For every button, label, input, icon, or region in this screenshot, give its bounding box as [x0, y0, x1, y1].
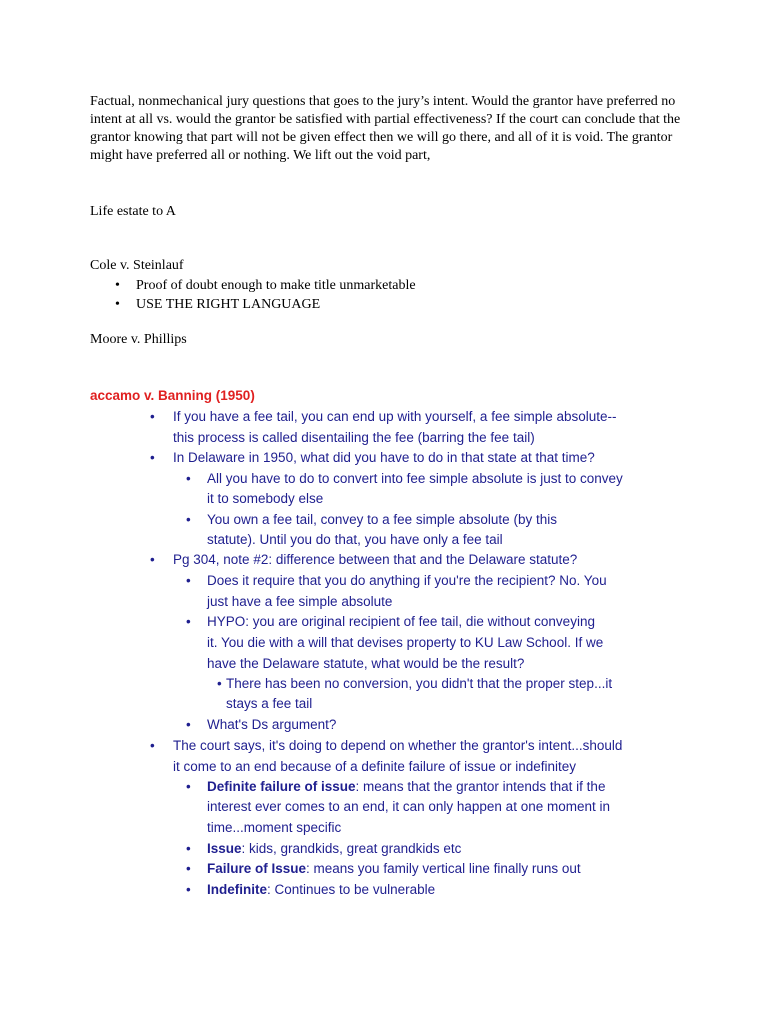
- list-item: this process is called disentailing the fee (barring the fee tail): [173, 430, 535, 445]
- list-item: The court says, it's doing to depend on whether the grantor's intent...should: [173, 738, 623, 753]
- list-item: In Delaware in 1950, what did you have to do in that state at that time?: [173, 450, 595, 465]
- bullet-icon: •: [150, 552, 155, 567]
- bullet-icon: •: [186, 614, 191, 629]
- bullet-icon: •: [115, 278, 120, 293]
- list-item: it. You die with a will that devises property to KU Law School. If we: [207, 635, 604, 650]
- list-item: What's Ds argument?: [207, 717, 337, 732]
- list-item: interest ever comes to an end, it can only happen at one moment in: [207, 799, 610, 814]
- bullet-icon: •: [186, 717, 191, 732]
- intro-paragraph: Factual, nonmechanical jury questions that goes to the jury’s intent. Would the grantor have preferred no intent at all vs. would the grantor be satisfied with partial effectiveness? If the court can conclude that the grantor knowing that part will not be given effect then we will go there, and all of it is void. The grantor might have preferred all or nothing. We lift out the void part,: [90, 94, 681, 163]
- list-item: time...moment specific: [207, 820, 342, 835]
- list-item: HYPO: you are original recipient of fee tail, die without conveying: [207, 614, 595, 629]
- cole-case-title: Cole v. Steinlauf: [90, 258, 184, 273]
- list-item: • USE THE RIGHT LANGUAGE: [115, 297, 321, 312]
- bullet-icon: •: [150, 450, 155, 465]
- list-item: statute). Until you do that, you have only a fee tail: [207, 532, 503, 547]
- list-item: it to somebody else: [207, 491, 324, 506]
- list-item: stays a fee tail: [226, 696, 313, 711]
- list-item: Definite failure of issue: means that the grantor intends that if the: [207, 779, 606, 794]
- list-item: You own a fee tail, convey to a fee simple absolute (by this: [207, 512, 557, 527]
- bullet-icon: •: [186, 573, 191, 588]
- list-item: Pg 304, note #2: difference between that and the Delaware statute?: [173, 552, 578, 567]
- bullet-icon: •: [115, 297, 120, 312]
- list-item: All you have to do to convert into fee simple absolute is just to convey: [207, 471, 623, 486]
- bullet-icon: •: [186, 471, 191, 486]
- list-item: Failure of Issue: means you family vertical line finally runs out: [207, 861, 581, 876]
- bullet-icon: •: [186, 779, 191, 794]
- list-item: have the Delaware statute, what would be the result?: [207, 656, 525, 671]
- list-item: Indefinite: Continues to be vulnerable: [207, 882, 436, 897]
- life-estate-line: Life estate to A: [90, 204, 176, 219]
- bullet-icon: •: [186, 841, 191, 856]
- definition-term: Issue: [207, 841, 242, 856]
- definition-term: Failure of Issue: [207, 861, 307, 876]
- bullet-icon: •: [150, 409, 155, 424]
- moore-case-title: Moore v. Phillips: [90, 332, 187, 347]
- list-item: There has been no conversion, you didn't that the proper step...it: [226, 676, 613, 691]
- bullet-icon: •: [186, 861, 191, 876]
- list-item: it come to an end because of a definite failure of issue or indefinitey: [173, 759, 576, 774]
- list-item: just have a fee simple absolute: [207, 594, 393, 609]
- list-item: If you have a fee tail, you can end up with yourself, a fee simple absolute--: [173, 409, 617, 424]
- cole-bullet-list: [90, 276, 416, 314]
- bullet-icon: •: [217, 676, 222, 691]
- definition-term: Indefinite: [207, 882, 267, 897]
- list-item: Does it require that you do anything if you're the recipient? No. You: [207, 573, 607, 588]
- bullet-icon: •: [150, 738, 155, 753]
- definition-term: Definite failure of issue: [207, 779, 356, 794]
- bullet-icon: •: [186, 882, 191, 897]
- list-item: • Proof of doubt enough to make title unmarketable: [115, 278, 416, 293]
- list-item: Issue: kids, grandkids, great grandkids etc: [207, 841, 462, 856]
- bullet-icon: •: [186, 512, 191, 527]
- accamo-case-heading: accamo v. Banning (1950): [90, 388, 255, 403]
